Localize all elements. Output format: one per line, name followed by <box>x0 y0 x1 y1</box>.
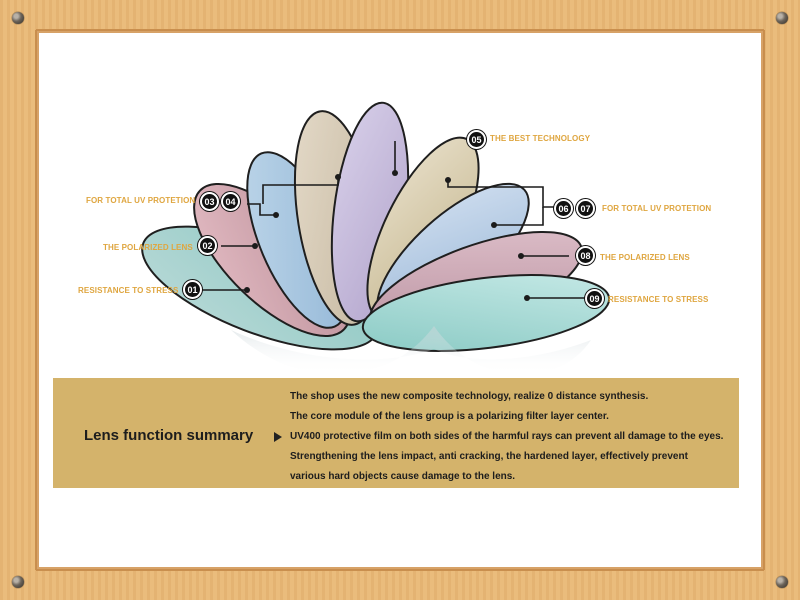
label-right-polarized: THE POLARIZED LENS <box>600 253 690 262</box>
summary-text <box>290 387 740 487</box>
badge-02: 02 <box>200 238 215 253</box>
arrow-right-icon <box>274 432 282 442</box>
nail-icon <box>12 12 24 24</box>
nail-icon <box>776 576 788 588</box>
summary-line-2: The core module of the lens group is a polarizing filter layer center. <box>290 411 609 422</box>
badge-04: 04 <box>223 194 238 209</box>
badge-08: 08 <box>578 248 593 263</box>
label-right-uv: FOR TOTAL UV PROTETION <box>602 204 712 213</box>
label-left-uv: FOR TOTAL UV PROTETION <box>86 196 196 205</box>
badge-05: 05 <box>469 132 484 147</box>
label-top-technology: THE BEST TECHNOLOGY <box>490 134 591 143</box>
summary-title: Lens function summary <box>84 427 254 444</box>
badge-01: 01 <box>185 282 200 297</box>
label-right-stress: RESISTANCE TO STRESS <box>608 295 709 304</box>
summary-line-1: The shop uses the new composite technology, realize 0 distance synthesis. <box>290 391 649 402</box>
summary-line-4: Strengthening the lens impact, anti cracking, the hardened layer, effectively prevent <box>290 451 688 462</box>
badge-07: 07 <box>578 201 593 216</box>
badge-09: 09 <box>587 291 602 306</box>
label-left-stress: RESISTANCE TO STRESS <box>78 286 179 295</box>
badge-03: 03 <box>202 194 217 209</box>
label-left-polarized: THE POLARIZED LENS <box>103 243 193 252</box>
nail-icon <box>776 12 788 24</box>
summary-line-5: various hard objects cause damage to the lens. <box>290 471 516 482</box>
nail-icon <box>12 576 24 588</box>
summary-line-3: UV400 protective film on both sides of the harmful rays can prevent all damage to the eyes. <box>290 431 724 442</box>
badge-06: 06 <box>556 201 571 216</box>
